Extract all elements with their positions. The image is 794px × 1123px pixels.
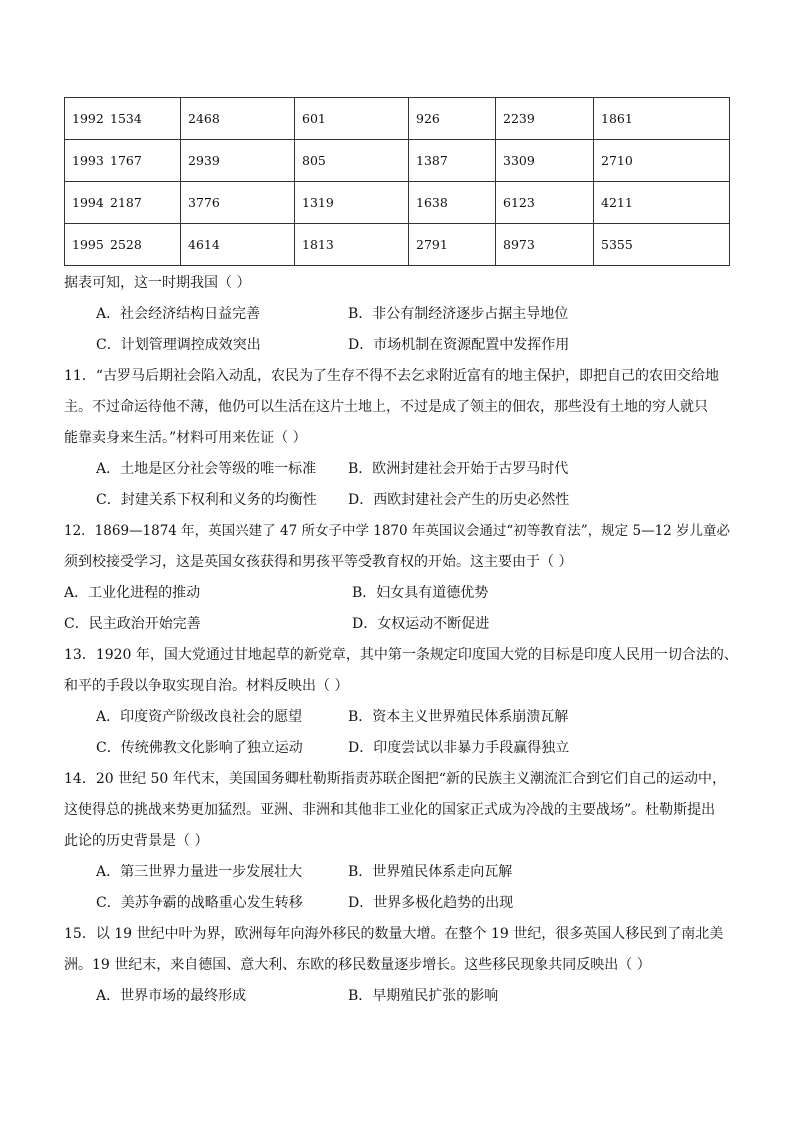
question-14-option-b: B．世界殖民体系走向瓦解 <box>348 864 513 880</box>
table-cell: 1813 <box>295 224 409 266</box>
question-15-line-2: 洲。19 世纪末，来自德国、意大利、东欧的移民数量逐步增长。这些移民现象共同反映出（ ） <box>64 957 651 973</box>
question-14-option-d: D．世界多极化趋势的出现 <box>348 895 514 911</box>
question-14-line-3: 此论的历史背景是（ ） <box>64 833 209 849</box>
table-cell: 8973 <box>496 224 594 266</box>
question-15-option-b: B．早期殖民扩张的影响 <box>348 988 499 1004</box>
question-13-option-a: A．印度资产阶级改良社会的愿望 <box>96 709 303 725</box>
table-cell-year: 1994 <box>65 182 111 224</box>
table-cell: 6123 <box>496 182 594 224</box>
question-14-line-1: 14．20 世纪 50 年代末，美国国务卿杜勒斯指责苏联企图把“新的民族主义潮流汇合到它们自己的运动中， <box>64 771 726 787</box>
table-row <box>65 98 730 140</box>
question-10-option-b: B．非公有制经济逐步占据主导地位 <box>348 306 569 322</box>
table-row <box>65 182 730 224</box>
table-cell: 2939 <box>181 140 295 182</box>
question-10-option-c: C．计划管理调控成效突出 <box>96 337 261 353</box>
question-13-line-1: 13．1920 年，国大党通过甘地起草的新党章，其中第一条规定印度国大党的目标是印度人民用一切合法的、 <box>64 647 738 663</box>
table-cell: 4614 <box>181 224 295 266</box>
table-row <box>65 140 730 182</box>
table-cell: 926 <box>409 98 496 140</box>
table-cell: 3776 <box>181 182 295 224</box>
question-11-line-3: 能靠卖身来生活。”材料可用来佐证（ ） <box>64 430 307 446</box>
question-12-line-1: 12．1869—1874 年，英国兴建了 47 所女子中学 1870 年英国议会通过“初等教育法”，规定 5—12 岁儿童必 <box>64 523 731 539</box>
question-10-stem: 据表可知，这一时期我国（ ） <box>64 275 251 291</box>
question-14-line-2: 这使得总的挑战来势更加猛烈。亚洲、非洲和其他非工业化的国家正式成为冷战的主要战场”。杜勒斯提出 <box>64 802 716 818</box>
table-cell: 2710 <box>594 140 730 182</box>
question-12-option-a: A．工业化进程的推动 <box>64 585 201 601</box>
table-cell: 2239 <box>496 98 594 140</box>
table-cell: 2187 <box>110 182 181 224</box>
question-15-line-1: 15．以 19 世纪中叶为界，欧洲每年向海外移民的数量大增。在整个 19 世纪，很多英国人移民到了南北美 <box>64 926 724 942</box>
table-cell: 805 <box>295 140 409 182</box>
question-12-option-d: D．女权运动不断促进 <box>352 616 490 632</box>
table-cell: 1534 <box>110 98 181 140</box>
table-cell: 2528 <box>110 224 181 266</box>
question-11-line-2: 主。不过命运待他不薄，他仍可以生活在这片土地上，不过是成了领主的佃农，那些没有土地的穷人就只 <box>64 399 708 415</box>
question-14-option-a: A．第三世界力量进一步发展壮大 <box>96 864 303 880</box>
table-row <box>65 224 730 266</box>
table-cell: 2791 <box>409 224 496 266</box>
table-cell-year: 1995 <box>65 224 111 266</box>
question-11-option-b: B．欧洲封建社会开始于古罗马时代 <box>348 461 569 477</box>
table-cell: 1861 <box>594 98 730 140</box>
question-12-line-2: 须到校接受学习，这是英国女孩获得和男孩平等受教育权的开始。这主要由于（ ） <box>64 554 573 570</box>
question-14-option-c: C．美苏争霸的战略重心发生转移 <box>96 895 303 911</box>
question-13-option-c: C．传统佛教文化影响了独立运动 <box>96 740 303 756</box>
question-12-option-b: B．妇女具有道德优势 <box>352 585 489 601</box>
question-13-line-2: 和平的手段以争取实现自治。材料反映出（ ） <box>64 678 349 694</box>
question-11-line-1: 11．“古罗马后期社会陷入动乱，农民为了生存不得不去乞求附近富有的地主保护，即把自己的农田交给地 <box>64 368 719 384</box>
table-cell: 1638 <box>409 182 496 224</box>
table-cell: 1767 <box>110 140 181 182</box>
question-10-option-a: A．社会经济结构日益完善 <box>96 306 261 322</box>
question-10-option-d: D．市场机制在资源配置中发挥作用 <box>348 337 570 353</box>
table-cell: 1387 <box>409 140 496 182</box>
table-cell-year: 1992 <box>65 98 111 140</box>
table-cell: 601 <box>295 98 409 140</box>
table-cell: 5355 <box>594 224 730 266</box>
table-cell: 4211 <box>594 182 730 224</box>
question-13-option-d: D．印度尝试以非暴力手段赢得独立 <box>348 740 570 756</box>
question-11-option-d: D．西欧封建社会产生的历史必然性 <box>348 492 570 508</box>
question-12-option-c: C．民主政治开始完善 <box>64 616 201 632</box>
question-11-option-c: C．封建关系下权利和义务的均衡性 <box>96 492 317 508</box>
statistics-table <box>64 97 730 266</box>
table-cell: 2468 <box>181 98 295 140</box>
table-cell: 1319 <box>295 182 409 224</box>
question-11-option-a: A．土地是区分社会等级的唯一标准 <box>96 461 317 477</box>
question-13-option-b: B．资本主义世界殖民体系崩溃瓦解 <box>348 709 569 725</box>
table-cell-year: 1993 <box>65 140 111 182</box>
table-cell: 3309 <box>496 140 594 182</box>
question-15-option-a: A．世界市场的最终形成 <box>96 988 247 1004</box>
